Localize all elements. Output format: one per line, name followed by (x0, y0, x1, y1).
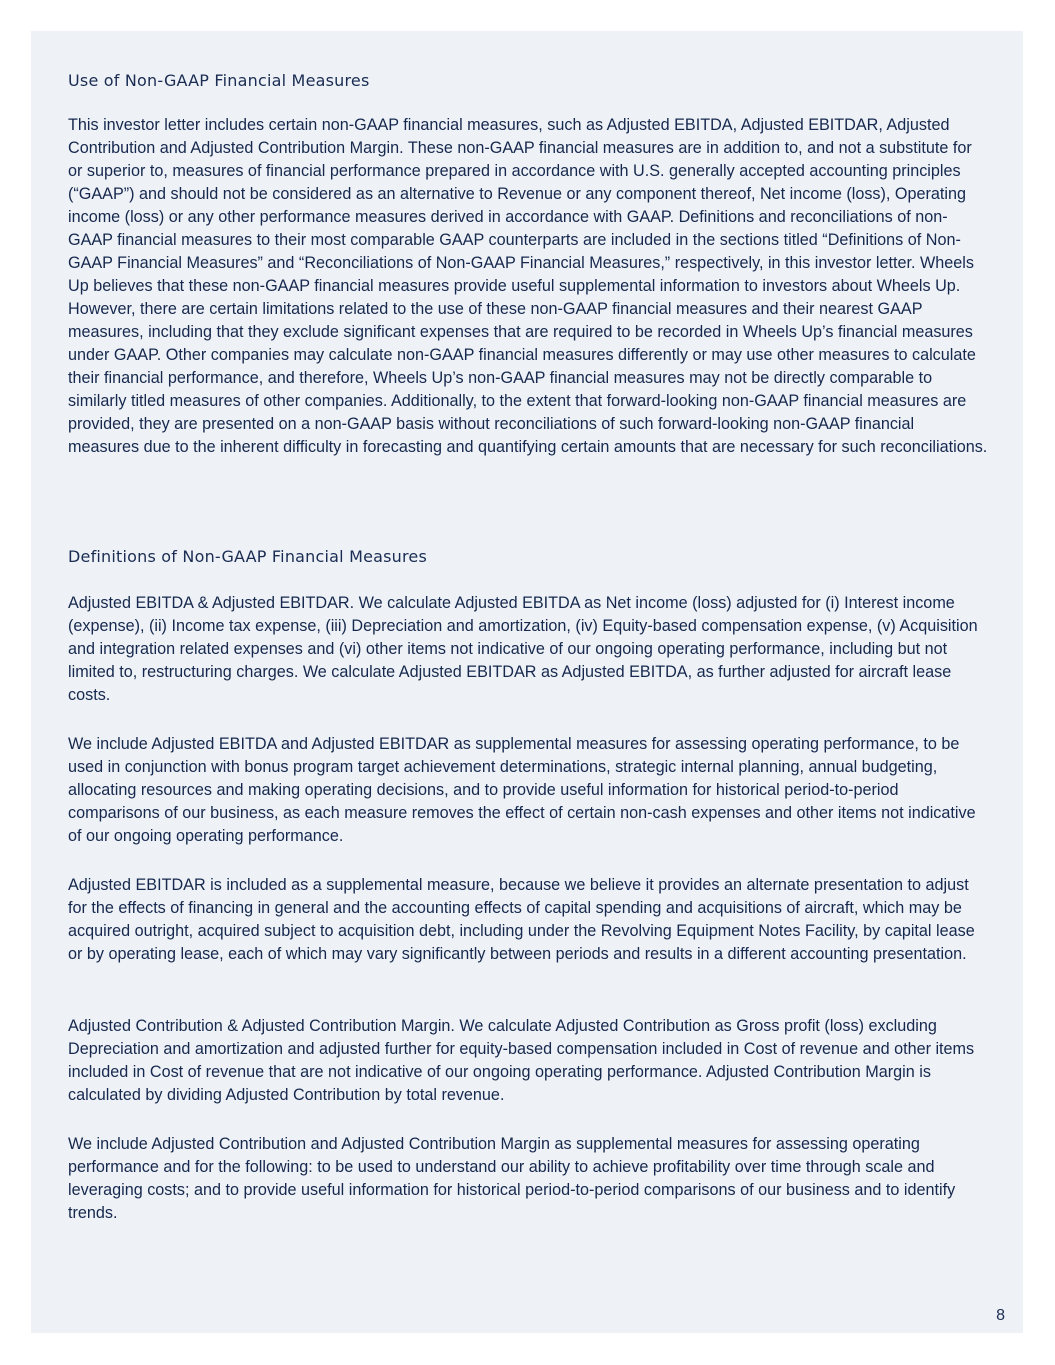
paragraph-use-of-non-gaap: This investor letter includes certain non-GAAP financial measures, such as Adjusted EBITDA, Adjusted EBITDAR, Adjusted Contribution and Adjusted Contribution Margin. These non-GAAP financial measures are in addition to, and not a substitute for or superior to, measures of financial performance prepared in accordance with U.S. generally accepted accounting principles (“GAAP”) and should not be considered as an alternative to Revenue or any component thereof, Net income (loss), Operating income (loss) or any other performance measures derived in accordance with GAAP. Definitions and reconciliations of non-GAAP financial measures to their most comparable GAAP counterparts are included in the sections titled “Definitions of Non-GAAP Financial Measures” and “Reconciliations of Non-GAAP Financial Measures,” respectively, in this investor letter. Wheels Up believes that these non-GAAP financial measures provide useful supplemental information to investors about Wheels Up. However, there are certain limitations related to the use of these non-GAAP financial measures and their nearest GAAP measures, including that they exclude significant expenses that are required to be recorded in Wheels Up’s financial measures under GAAP. Other companies may calculate non-GAAP financial measures differently or may use other measures to calculate their financial performance, and therefore, Wheels Up’s non-GAAP financial measures may not be directly comparable to similarly titled measures of other companies. Additionally, to the extent that forward-looking non-GAAP financial measures are provided, they are presented on a non-GAAP basis without reconciliations of such forward-looking non-GAAP financial measures due to the inherent difficulty in forecasting and quantifying certain amounts that are necessary for such reconciliations. (68, 116, 988, 456)
section-title-definitions: Definitions of Non-GAAP Financial Measures (68, 547, 428, 566)
page-panel (31, 31, 1023, 1333)
paragraph-ebitdar: Adjusted EBITDAR is included as a supplemental measure, because we believe it provides an alternate presentation to adjust for the effects of financing in general and the accounting effects of capital spending and acquisitions of aircraft, which may be acquired outright, acquired subject to acquisition debt, including under the Revolving Equipment Notes Facility, by capital lease or by operating lease, each of which may vary significantly between periods and results in a different accounting presentation. (68, 876, 975, 963)
paragraph-adjusted-contribution: Adjusted Contribution & Adjusted Contribution Margin. We calculate Adjusted Contribution as Gross profit (loss) excluding Depreciation and amortization and adjusted further for equity-based compensation included in Cost of revenue and other items included in Cost of revenue that are not indicative of our ongoing operating performance. Adjusted Contribution Margin is calculated by dividing Adjusted Contribution by total revenue. (68, 1017, 975, 1104)
page-number: 8 (996, 1307, 1005, 1324)
section-title-use-of-non-gaap: Use of Non-GAAP Financial Measures (68, 71, 370, 90)
paragraph-adjusted-ebitda: Adjusted EBITDA & Adjusted EBITDAR. We calculate Adjusted EBITDA as Net income (loss) adjusted for (i) Interest income (expense), (ii) Income tax expense, (iii) Depreciation and amortization, (iv) Equity-based compensation expense, (v) Acquisition and integration related expenses and (vi) other items not indicative of our ongoing operating performance, including but not limited to, restructuring charges. We calculate Adjusted EBITDAR as Adjusted EBITDA, as further adjusted for aircraft lease costs. (68, 594, 978, 704)
paragraph-ebitda-use: We include Adjusted EBITDA and Adjusted EBITDAR as supplemental measures for assessing operating performance, to be used in conjunction with bonus program target achievement determinations, strategic internal planning, annual budgeting, allocating resources and making operating decisions, and to provide useful information for historical period-to-period comparisons of our business, as each measure removes the effect of certain non-cash expenses and other items not indicative of our ongoing operating performance. (68, 735, 976, 845)
paragraph-contribution-use: We include Adjusted Contribution and Adjusted Contribution Margin as supplemental measures for assessing operating performance and for the following: to be used to understand our ability to achieve profitability over time through scale and leveraging costs; and to provide useful information for historical period-to-period comparisons of our business and to identify trends. (68, 1135, 956, 1222)
